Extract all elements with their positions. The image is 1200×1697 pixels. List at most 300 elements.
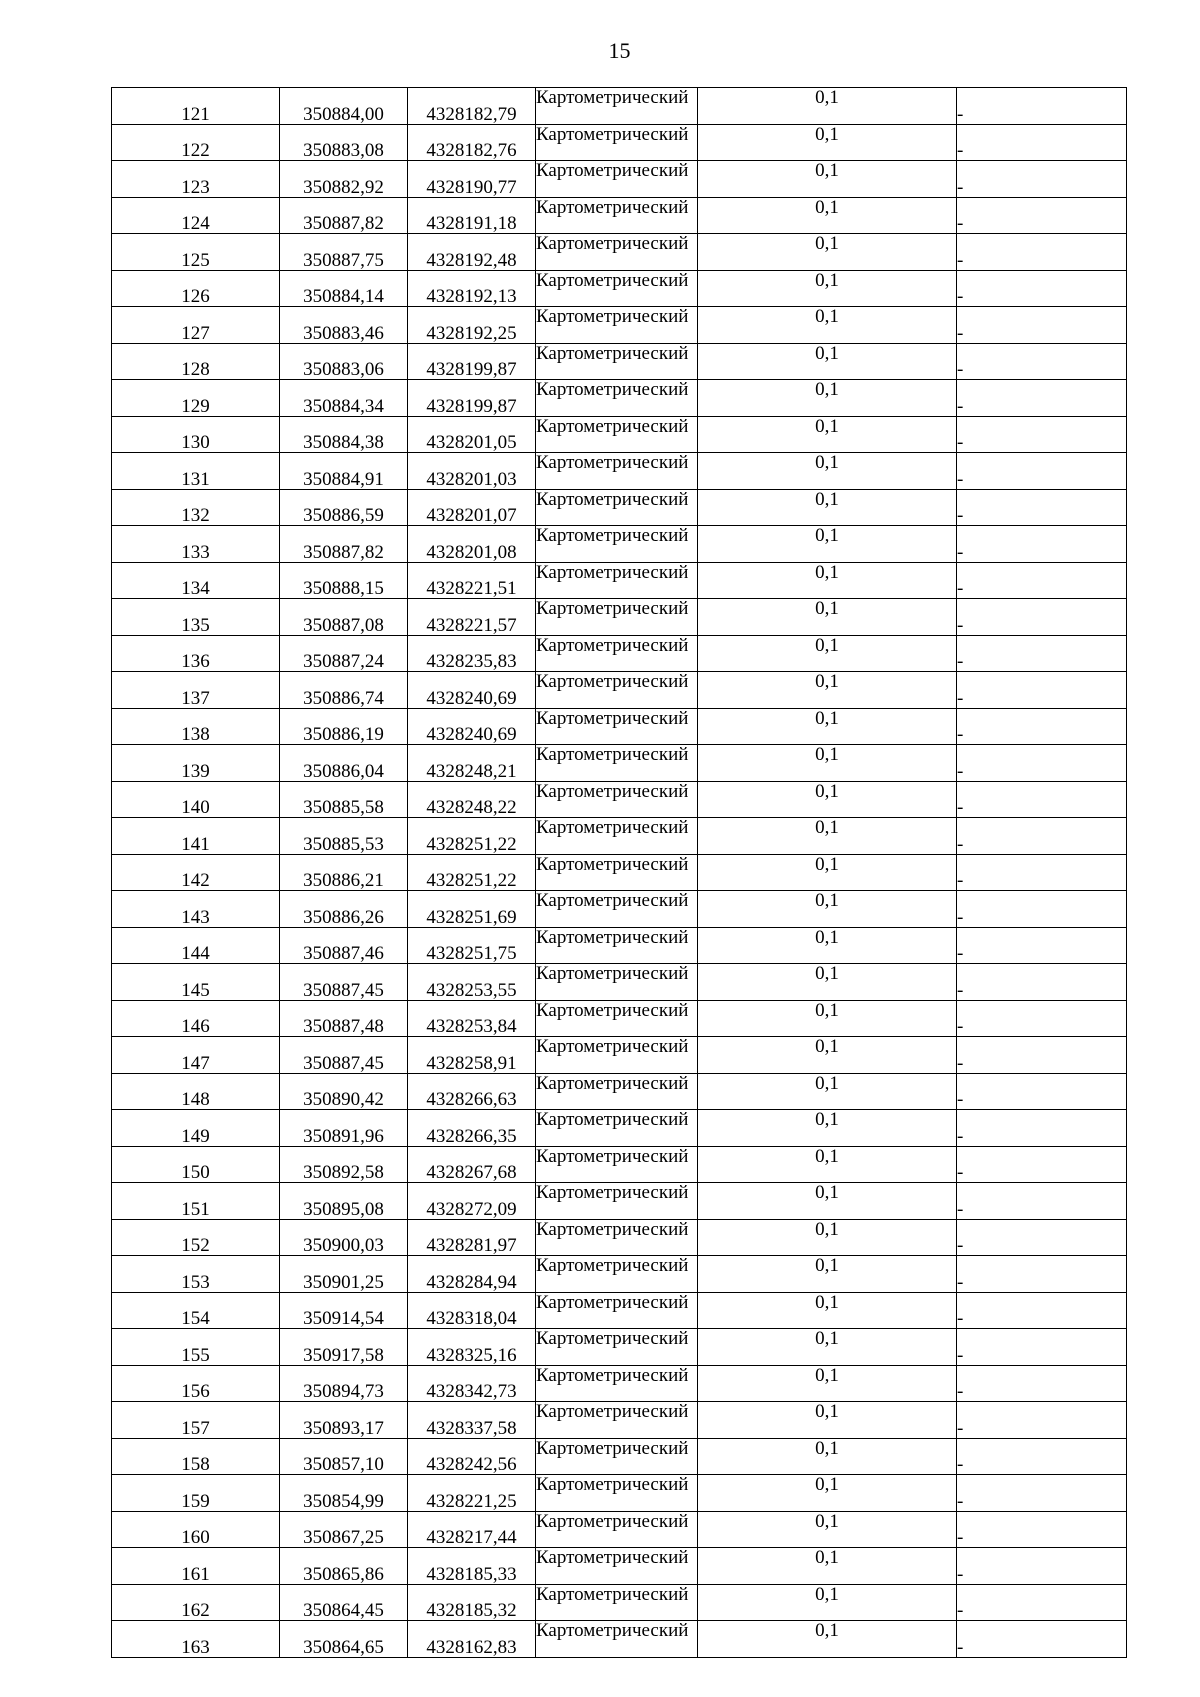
- determination-method-cell: Картометрический: [536, 88, 698, 125]
- point-description-cell: -: [957, 234, 1127, 271]
- coordinate-y-cell: 4328342,73: [408, 1365, 536, 1402]
- accuracy-value-cell: 0,1: [698, 1329, 957, 1366]
- table-row: [112, 745, 1127, 782]
- coordinate-x-cell: 350901,25: [280, 1256, 408, 1293]
- point-number-cell: 142: [112, 854, 280, 891]
- determination-method-cell: Картометрический: [536, 380, 698, 417]
- accuracy-value-cell: 0,1: [698, 124, 957, 161]
- point-number-cell: 135: [112, 599, 280, 636]
- accuracy-value-cell: 0,1: [698, 1219, 957, 1256]
- determination-method-cell: Картометрический: [536, 854, 698, 891]
- point-description-cell: -: [957, 1402, 1127, 1439]
- table-row: [112, 1000, 1127, 1037]
- accuracy-value-cell: 0,1: [698, 1438, 957, 1475]
- determination-method-cell: Картометрический: [536, 672, 698, 709]
- coordinate-y-cell: 4328192,13: [408, 270, 536, 307]
- coordinate-y-cell: 4328182,79: [408, 88, 536, 125]
- point-number-cell: 134: [112, 562, 280, 599]
- point-description-cell: -: [957, 854, 1127, 891]
- coordinate-x-cell: 350886,21: [280, 854, 408, 891]
- coordinate-x-cell: 350885,58: [280, 781, 408, 818]
- determination-method-cell: Картометрический: [536, 745, 698, 782]
- coordinate-y-cell: 4328201,03: [408, 453, 536, 490]
- table-row: [112, 708, 1127, 745]
- accuracy-value-cell: 0,1: [698, 672, 957, 709]
- coordinate-y-cell: 4328258,91: [408, 1037, 536, 1074]
- coordinates-table-body: [112, 88, 1127, 1658]
- coordinate-y-cell: 4328221,51: [408, 562, 536, 599]
- point-description-cell: -: [957, 927, 1127, 964]
- coordinate-x-cell: 350886,26: [280, 891, 408, 928]
- point-number-cell: 152: [112, 1219, 280, 1256]
- page-number: 15: [608, 38, 631, 63]
- table-row: [112, 964, 1127, 1001]
- point-description-cell: -: [957, 708, 1127, 745]
- accuracy-value-cell: 0,1: [698, 1584, 957, 1621]
- determination-method-cell: Картометрический: [536, 453, 698, 490]
- point-number-cell: 136: [112, 635, 280, 672]
- table-row: [112, 562, 1127, 599]
- point-description-cell: -: [957, 1292, 1127, 1329]
- coordinate-y-cell: 4328266,35: [408, 1110, 536, 1147]
- point-description-cell: -: [957, 1511, 1127, 1548]
- determination-method-cell: Картометрический: [536, 124, 698, 161]
- point-number-cell: 151: [112, 1183, 280, 1220]
- accuracy-value-cell: 0,1: [698, 854, 957, 891]
- coordinate-y-cell: 4328221,25: [408, 1475, 536, 1512]
- point-number-cell: 150: [112, 1146, 280, 1183]
- coordinate-y-cell: 4328281,97: [408, 1219, 536, 1256]
- point-number-cell: 162: [112, 1584, 280, 1621]
- coordinates-table: [111, 87, 1127, 1658]
- coordinate-x-cell: 350900,03: [280, 1219, 408, 1256]
- point-description-cell: -: [957, 1621, 1127, 1658]
- determination-method-cell: Картометрический: [536, 818, 698, 855]
- coordinate-x-cell: 350857,10: [280, 1438, 408, 1475]
- accuracy-value-cell: 0,1: [698, 453, 957, 490]
- accuracy-value-cell: 0,1: [698, 88, 957, 125]
- determination-method-cell: Картометрический: [536, 1292, 698, 1329]
- coordinate-x-cell: 350914,54: [280, 1292, 408, 1329]
- coordinate-y-cell: 4328192,48: [408, 234, 536, 271]
- point-description-cell: -: [957, 891, 1127, 928]
- point-description-cell: -: [957, 1037, 1127, 1074]
- determination-method-cell: Картометрический: [536, 307, 698, 344]
- determination-method-cell: Картометрический: [536, 562, 698, 599]
- accuracy-value-cell: 0,1: [698, 708, 957, 745]
- point-number-cell: 137: [112, 672, 280, 709]
- accuracy-value-cell: 0,1: [698, 161, 957, 198]
- coordinate-y-cell: 4328240,69: [408, 672, 536, 709]
- coordinate-y-cell: 4328182,76: [408, 124, 536, 161]
- table-row: [112, 927, 1127, 964]
- point-description-cell: -: [957, 1365, 1127, 1402]
- accuracy-value-cell: 0,1: [698, 1402, 957, 1439]
- determination-method-cell: Картометрический: [536, 234, 698, 271]
- coordinate-x-cell: 350867,25: [280, 1511, 408, 1548]
- accuracy-value-cell: 0,1: [698, 343, 957, 380]
- point-number-cell: 148: [112, 1073, 280, 1110]
- point-description-cell: -: [957, 1146, 1127, 1183]
- table-row: [112, 635, 1127, 672]
- point-description-cell: -: [957, 307, 1127, 344]
- coordinate-y-cell: 4328190,77: [408, 161, 536, 198]
- determination-method-cell: Картометрический: [536, 1548, 698, 1585]
- coordinate-y-cell: 4328162,83: [408, 1621, 536, 1658]
- point-number-cell: 145: [112, 964, 280, 1001]
- accuracy-value-cell: 0,1: [698, 1073, 957, 1110]
- coordinate-x-cell: 350886,04: [280, 745, 408, 782]
- coordinate-y-cell: 4328201,08: [408, 526, 536, 563]
- point-number-cell: 154: [112, 1292, 280, 1329]
- determination-method-cell: Картометрический: [536, 964, 698, 1001]
- point-number-cell: 124: [112, 197, 280, 234]
- coordinate-x-cell: 350887,45: [280, 1037, 408, 1074]
- determination-method-cell: Картометрический: [536, 927, 698, 964]
- point-description-cell: -: [957, 1329, 1127, 1366]
- table-row: [112, 161, 1127, 198]
- determination-method-cell: Картометрический: [536, 1000, 698, 1037]
- determination-method-cell: Картометрический: [536, 1621, 698, 1658]
- point-number-cell: 138: [112, 708, 280, 745]
- point-description-cell: -: [957, 1256, 1127, 1293]
- determination-method-cell: Картометрический: [536, 1037, 698, 1074]
- point-description-cell: -: [957, 343, 1127, 380]
- point-number-cell: 160: [112, 1511, 280, 1548]
- table-row: [112, 416, 1127, 453]
- coordinate-x-cell: 350887,08: [280, 599, 408, 636]
- coordinate-y-cell: 4328253,55: [408, 964, 536, 1001]
- determination-method-cell: Картометрический: [536, 489, 698, 526]
- table-row: [112, 1219, 1127, 1256]
- determination-method-cell: Картометрический: [536, 1402, 698, 1439]
- table-row: [112, 1402, 1127, 1439]
- table-row: [112, 1073, 1127, 1110]
- accuracy-value-cell: 0,1: [698, 526, 957, 563]
- point-number-cell: 156: [112, 1365, 280, 1402]
- determination-method-cell: Картометрический: [536, 1438, 698, 1475]
- coordinate-x-cell: 350864,45: [280, 1584, 408, 1621]
- point-description-cell: -: [957, 1110, 1127, 1147]
- determination-method-cell: Картометрический: [536, 1146, 698, 1183]
- point-description-cell: -: [957, 1073, 1127, 1110]
- point-number-cell: 143: [112, 891, 280, 928]
- accuracy-value-cell: 0,1: [698, 818, 957, 855]
- table-row: [112, 818, 1127, 855]
- accuracy-value-cell: 0,1: [698, 1292, 957, 1329]
- determination-method-cell: Картометрический: [536, 599, 698, 636]
- accuracy-value-cell: 0,1: [698, 964, 957, 1001]
- coordinate-y-cell: 4328199,87: [408, 380, 536, 417]
- point-number-cell: 146: [112, 1000, 280, 1037]
- table-row: [112, 1365, 1127, 1402]
- accuracy-value-cell: 0,1: [698, 927, 957, 964]
- point-number-cell: 126: [112, 270, 280, 307]
- point-description-cell: -: [957, 562, 1127, 599]
- table-row: [112, 672, 1127, 709]
- coordinate-x-cell: 350864,65: [280, 1621, 408, 1658]
- coordinate-x-cell: 350894,73: [280, 1365, 408, 1402]
- point-description-cell: -: [957, 599, 1127, 636]
- coordinate-x-cell: 350888,15: [280, 562, 408, 599]
- point-number-cell: 163: [112, 1621, 280, 1658]
- point-number-cell: 141: [112, 818, 280, 855]
- coordinate-y-cell: 4328337,58: [408, 1402, 536, 1439]
- point-number-cell: 130: [112, 416, 280, 453]
- table-row: [112, 599, 1127, 636]
- coordinate-x-cell: 350884,14: [280, 270, 408, 307]
- coordinate-y-cell: 4328251,69: [408, 891, 536, 928]
- table-row: [112, 1475, 1127, 1512]
- point-description-cell: -: [957, 781, 1127, 818]
- table-row: [112, 1146, 1127, 1183]
- point-description-cell: -: [957, 489, 1127, 526]
- coordinate-x-cell: 350884,38: [280, 416, 408, 453]
- coordinate-y-cell: 4328242,56: [408, 1438, 536, 1475]
- point-description-cell: -: [957, 672, 1127, 709]
- table-row: [112, 1037, 1127, 1074]
- determination-method-cell: Картометрический: [536, 781, 698, 818]
- accuracy-value-cell: 0,1: [698, 1475, 957, 1512]
- coordinate-x-cell: 350854,99: [280, 1475, 408, 1512]
- point-number-cell: 131: [112, 453, 280, 490]
- point-description-cell: -: [957, 161, 1127, 198]
- coordinate-x-cell: 350887,75: [280, 234, 408, 271]
- determination-method-cell: Картометрический: [536, 161, 698, 198]
- accuracy-value-cell: 0,1: [698, 1037, 957, 1074]
- coordinate-x-cell: 350887,48: [280, 1000, 408, 1037]
- point-description-cell: -: [957, 1584, 1127, 1621]
- point-description-cell: -: [957, 380, 1127, 417]
- point-description-cell: -: [957, 453, 1127, 490]
- point-number-cell: 161: [112, 1548, 280, 1585]
- coordinate-x-cell: 350884,34: [280, 380, 408, 417]
- coordinate-x-cell: 350886,19: [280, 708, 408, 745]
- point-description-cell: -: [957, 1548, 1127, 1585]
- coordinate-y-cell: 4328251,22: [408, 818, 536, 855]
- accuracy-value-cell: 0,1: [698, 1621, 957, 1658]
- coordinate-x-cell: 350883,06: [280, 343, 408, 380]
- table-row: [112, 489, 1127, 526]
- table-row: [112, 234, 1127, 271]
- point-description-cell: -: [957, 526, 1127, 563]
- table-row: [112, 1621, 1127, 1658]
- accuracy-value-cell: 0,1: [698, 599, 957, 636]
- coordinate-y-cell: 4328185,33: [408, 1548, 536, 1585]
- point-description-cell: -: [957, 1438, 1127, 1475]
- table-row: [112, 781, 1127, 818]
- point-number-cell: 132: [112, 489, 280, 526]
- coordinate-y-cell: 4328253,84: [408, 1000, 536, 1037]
- coordinate-y-cell: 4328217,44: [408, 1511, 536, 1548]
- point-number-cell: 127: [112, 307, 280, 344]
- table-row: [112, 307, 1127, 344]
- coordinate-y-cell: 4328284,94: [408, 1256, 536, 1293]
- coordinate-y-cell: 4328272,09: [408, 1183, 536, 1220]
- coordinate-y-cell: 4328191,18: [408, 197, 536, 234]
- table-row: [112, 1511, 1127, 1548]
- accuracy-value-cell: 0,1: [698, 745, 957, 782]
- coordinate-x-cell: 350917,58: [280, 1329, 408, 1366]
- determination-method-cell: Картометрический: [536, 270, 698, 307]
- accuracy-value-cell: 0,1: [698, 635, 957, 672]
- determination-method-cell: Картометрический: [536, 1256, 698, 1293]
- accuracy-value-cell: 0,1: [698, 891, 957, 928]
- coordinate-y-cell: 4328251,75: [408, 927, 536, 964]
- accuracy-value-cell: 0,1: [698, 307, 957, 344]
- table-row: [112, 891, 1127, 928]
- point-description-cell: -: [957, 745, 1127, 782]
- coordinate-y-cell: 4328199,87: [408, 343, 536, 380]
- coordinate-x-cell: 350887,24: [280, 635, 408, 672]
- accuracy-value-cell: 0,1: [698, 1548, 957, 1585]
- coordinate-y-cell: 4328251,22: [408, 854, 536, 891]
- table-row: [112, 197, 1127, 234]
- determination-method-cell: Картометрический: [536, 343, 698, 380]
- accuracy-value-cell: 0,1: [698, 1110, 957, 1147]
- point-number-cell: 123: [112, 161, 280, 198]
- coordinate-x-cell: 350891,96: [280, 1110, 408, 1147]
- coordinate-y-cell: 4328325,16: [408, 1329, 536, 1366]
- point-description-cell: -: [957, 1475, 1127, 1512]
- coordinate-y-cell: 4328201,05: [408, 416, 536, 453]
- coordinate-x-cell: 350883,08: [280, 124, 408, 161]
- point-number-cell: 121: [112, 88, 280, 125]
- point-number-cell: 133: [112, 526, 280, 563]
- coordinate-x-cell: 350886,74: [280, 672, 408, 709]
- accuracy-value-cell: 0,1: [698, 234, 957, 271]
- coordinate-x-cell: 350865,86: [280, 1548, 408, 1585]
- coordinate-y-cell: 4328240,69: [408, 708, 536, 745]
- point-number-cell: 128: [112, 343, 280, 380]
- point-number-cell: 129: [112, 380, 280, 417]
- point-number-cell: 155: [112, 1329, 280, 1366]
- coordinate-x-cell: 350886,59: [280, 489, 408, 526]
- table-row: [112, 1584, 1127, 1621]
- point-description-cell: -: [957, 635, 1127, 672]
- determination-method-cell: Картометрический: [536, 1183, 698, 1220]
- coordinate-x-cell: 350893,17: [280, 1402, 408, 1439]
- coordinate-y-cell: 4328318,04: [408, 1292, 536, 1329]
- determination-method-cell: Картометрический: [536, 1219, 698, 1256]
- determination-method-cell: Картометрический: [536, 1365, 698, 1402]
- point-number-cell: 139: [112, 745, 280, 782]
- point-number-cell: 144: [112, 927, 280, 964]
- determination-method-cell: Картометрический: [536, 526, 698, 563]
- coordinate-y-cell: 4328248,22: [408, 781, 536, 818]
- coordinate-x-cell: 350882,92: [280, 161, 408, 198]
- point-number-cell: 159: [112, 1475, 280, 1512]
- point-number-cell: 122: [112, 124, 280, 161]
- coordinate-x-cell: 350883,46: [280, 307, 408, 344]
- point-number-cell: 158: [112, 1438, 280, 1475]
- coordinate-x-cell: 350890,42: [280, 1073, 408, 1110]
- table-row: [112, 1329, 1127, 1366]
- coordinate-x-cell: 350887,82: [280, 197, 408, 234]
- coordinate-y-cell: 4328221,57: [408, 599, 536, 636]
- table-row: [112, 88, 1127, 125]
- determination-method-cell: Картометрический: [536, 1329, 698, 1366]
- point-number-cell: 140: [112, 781, 280, 818]
- coordinate-x-cell: 350887,46: [280, 927, 408, 964]
- accuracy-value-cell: 0,1: [698, 1146, 957, 1183]
- coordinate-y-cell: 4328201,07: [408, 489, 536, 526]
- point-description-cell: -: [957, 416, 1127, 453]
- point-description-cell: -: [957, 270, 1127, 307]
- determination-method-cell: Картометрический: [536, 197, 698, 234]
- accuracy-value-cell: 0,1: [698, 270, 957, 307]
- determination-method-cell: Картометрический: [536, 635, 698, 672]
- coordinate-x-cell: 350887,82: [280, 526, 408, 563]
- point-description-cell: -: [957, 964, 1127, 1001]
- coordinate-y-cell: 4328185,32: [408, 1584, 536, 1621]
- point-number-cell: 157: [112, 1402, 280, 1439]
- table-row: [112, 343, 1127, 380]
- table-row: [112, 380, 1127, 417]
- determination-method-cell: Картометрический: [536, 1511, 698, 1548]
- determination-method-cell: Картометрический: [536, 1584, 698, 1621]
- point-number-cell: 125: [112, 234, 280, 271]
- coordinate-x-cell: 350884,91: [280, 453, 408, 490]
- point-number-cell: 149: [112, 1110, 280, 1147]
- table-row: [112, 526, 1127, 563]
- point-description-cell: -: [957, 1183, 1127, 1220]
- table-row: [112, 453, 1127, 490]
- coordinate-x-cell: 350884,00: [280, 88, 408, 125]
- accuracy-value-cell: 0,1: [698, 1365, 957, 1402]
- table-row: [112, 1438, 1127, 1475]
- accuracy-value-cell: 0,1: [698, 1511, 957, 1548]
- coordinate-x-cell: 350887,45: [280, 964, 408, 1001]
- determination-method-cell: Картометрический: [536, 1475, 698, 1512]
- accuracy-value-cell: 0,1: [698, 562, 957, 599]
- point-description-cell: -: [957, 1000, 1127, 1037]
- determination-method-cell: Картометрический: [536, 416, 698, 453]
- point-number-cell: 147: [112, 1037, 280, 1074]
- table-row: [112, 270, 1127, 307]
- accuracy-value-cell: 0,1: [698, 489, 957, 526]
- point-description-cell: -: [957, 818, 1127, 855]
- coordinate-y-cell: 4328248,21: [408, 745, 536, 782]
- determination-method-cell: Картометрический: [536, 708, 698, 745]
- table-row: [112, 854, 1127, 891]
- table-row: [112, 1292, 1127, 1329]
- coordinate-y-cell: 4328266,63: [408, 1073, 536, 1110]
- coordinate-y-cell: 4328235,83: [408, 635, 536, 672]
- table-row: [112, 124, 1127, 161]
- point-description-cell: -: [957, 124, 1127, 161]
- accuracy-value-cell: 0,1: [698, 1256, 957, 1293]
- coordinate-y-cell: 4328267,68: [408, 1146, 536, 1183]
- coordinate-x-cell: 350895,08: [280, 1183, 408, 1220]
- coordinate-y-cell: 4328192,25: [408, 307, 536, 344]
- point-number-cell: 153: [112, 1256, 280, 1293]
- accuracy-value-cell: 0,1: [698, 380, 957, 417]
- determination-method-cell: Картометрический: [536, 1073, 698, 1110]
- table-row: [112, 1110, 1127, 1147]
- coordinate-x-cell: 350885,53: [280, 818, 408, 855]
- accuracy-value-cell: 0,1: [698, 416, 957, 453]
- accuracy-value-cell: 0,1: [698, 1000, 957, 1037]
- accuracy-value-cell: 0,1: [698, 781, 957, 818]
- coordinate-x-cell: 350892,58: [280, 1146, 408, 1183]
- table-row: [112, 1256, 1127, 1293]
- determination-method-cell: Картометрический: [536, 1110, 698, 1147]
- table-row: [112, 1183, 1127, 1220]
- point-description-cell: -: [957, 197, 1127, 234]
- table-row: [112, 1548, 1127, 1585]
- accuracy-value-cell: 0,1: [698, 1183, 957, 1220]
